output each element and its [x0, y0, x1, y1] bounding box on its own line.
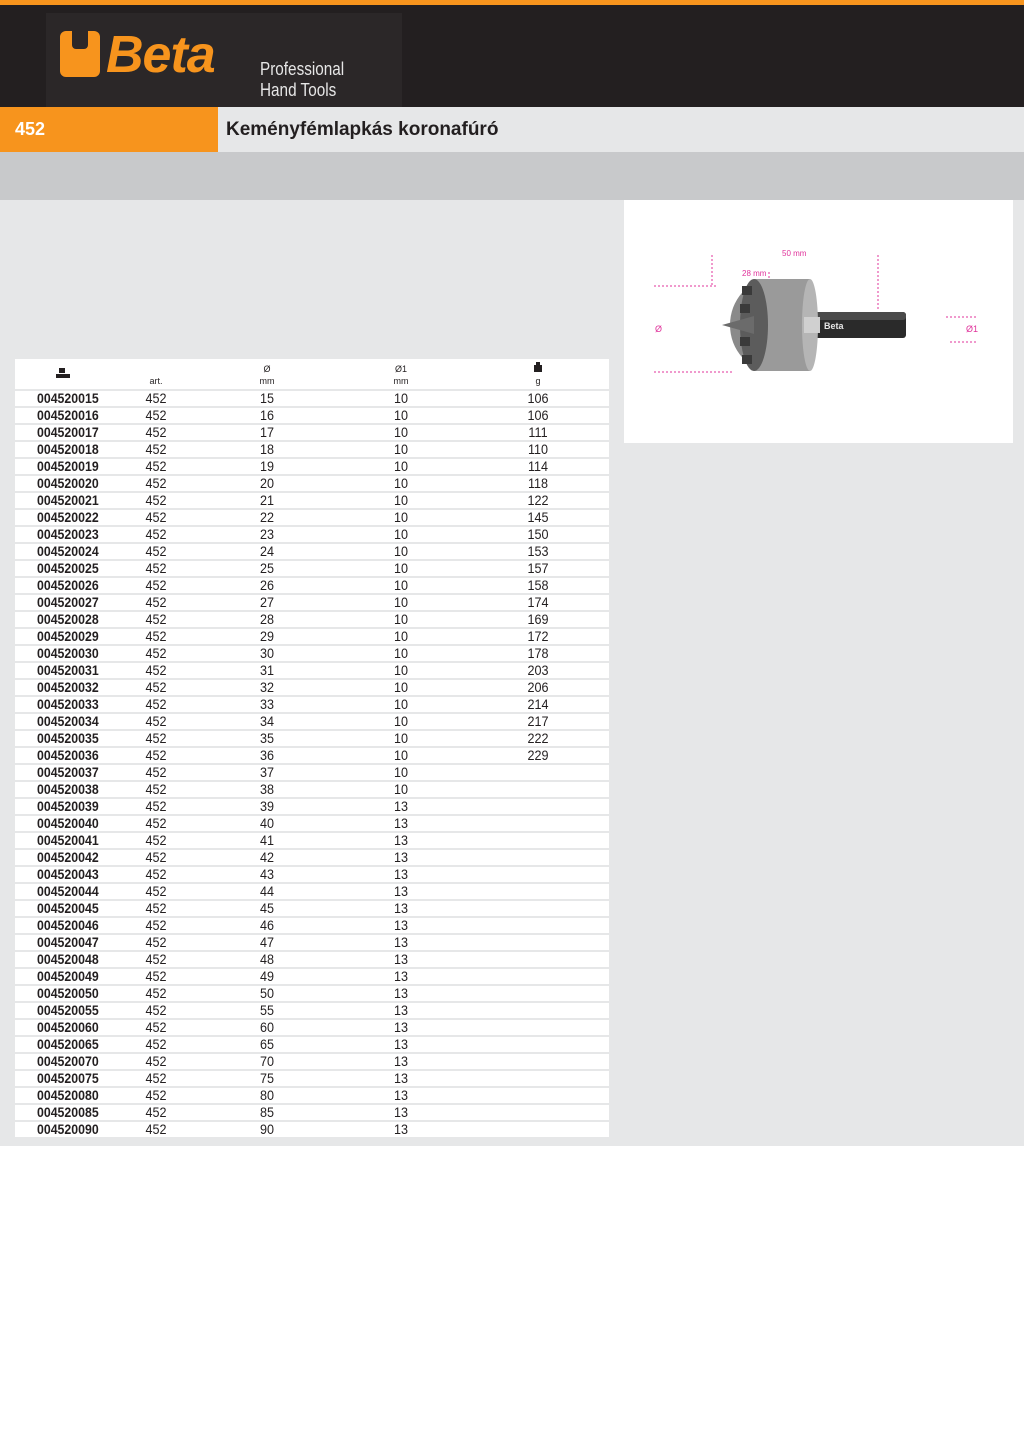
table-row — [15, 1054, 609, 1069]
cell-code: 004520045 — [37, 900, 99, 916]
cell-diameter: 44 — [259, 883, 275, 899]
cell-weight: 114 — [527, 458, 549, 474]
table-row — [15, 731, 609, 746]
cell-diameter: 34 — [259, 713, 275, 729]
table-row — [15, 595, 609, 610]
table-row — [15, 765, 609, 780]
cell-art: 452 — [145, 390, 167, 406]
cell-diameter1: 10 — [393, 560, 409, 576]
table-row — [15, 1071, 609, 1086]
hole-saw-diagram — [624, 200, 1013, 443]
cell-code: 004520037 — [37, 764, 99, 780]
cell-weight: 172 — [527, 628, 549, 644]
table-row — [15, 663, 609, 678]
cell-art: 452 — [145, 1019, 167, 1035]
table-row — [15, 1105, 609, 1120]
cell-diameter1: 13 — [393, 1019, 409, 1035]
table-row — [15, 748, 609, 763]
cell-art: 452 — [145, 883, 167, 899]
cell-diameter: 22 — [259, 509, 275, 525]
cell-code: 004520020 — [37, 475, 99, 491]
cell-diameter: 75 — [259, 1070, 275, 1086]
table-row — [15, 680, 609, 695]
table-row — [15, 901, 609, 916]
col-d-unit: mm — [259, 376, 275, 386]
cell-diameter1: 13 — [393, 1104, 409, 1120]
cell-weight: 110 — [527, 441, 549, 457]
cell-code: 004520032 — [37, 679, 99, 695]
cell-diameter1: 13 — [393, 951, 409, 967]
cell-diameter1: 10 — [393, 577, 409, 593]
cell-art: 452 — [145, 730, 167, 746]
cell-art: 452 — [145, 985, 167, 1001]
cell-diameter: 26 — [259, 577, 275, 593]
cell-diameter1: 13 — [393, 917, 409, 933]
col-weight-unit: g — [535, 376, 541, 386]
cell-diameter1: 13 — [393, 934, 409, 950]
cell-art: 452 — [145, 645, 167, 661]
table-row — [15, 935, 609, 950]
cell-diameter1: 10 — [393, 526, 409, 542]
brand-tagline: Professional Hand Tools — [260, 59, 345, 100]
cell-diameter: 32 — [259, 679, 275, 695]
cell-code: 004520038 — [37, 781, 99, 797]
cell-code: 004520039 — [37, 798, 99, 814]
brand-header — [0, 5, 1024, 107]
cell-diameter1: 10 — [393, 407, 409, 423]
cell-diameter1: 10 — [393, 492, 409, 508]
cell-diameter: 18 — [259, 441, 275, 457]
cell-code: 004520034 — [37, 713, 99, 729]
cell-art: 452 — [145, 475, 167, 491]
cell-diameter1: 13 — [393, 815, 409, 831]
cell-diameter: 35 — [259, 730, 275, 746]
table-row — [15, 476, 609, 491]
cell-weight: 145 — [527, 509, 549, 525]
cell-art: 452 — [145, 917, 167, 933]
cell-code: 004520070 — [37, 1053, 99, 1069]
cell-art: 452 — [145, 679, 167, 695]
cell-diameter1: 10 — [393, 424, 409, 440]
cell-art: 452 — [145, 526, 167, 542]
cell-diameter: 30 — [259, 645, 275, 661]
cell-art: 452 — [145, 747, 167, 763]
cell-art: 452 — [145, 713, 167, 729]
cell-diameter: 20 — [259, 475, 275, 491]
cell-diameter1: 13 — [393, 866, 409, 882]
cell-code: 004520044 — [37, 883, 99, 899]
diameter-label: Ø — [655, 324, 663, 334]
cell-code: 004520046 — [37, 917, 99, 933]
cell-code: 004520080 — [37, 1087, 99, 1103]
table-row — [15, 425, 609, 440]
cell-code: 004520048 — [37, 951, 99, 967]
cell-diameter1: 10 — [393, 662, 409, 678]
cell-diameter1: 10 — [393, 611, 409, 627]
dim-total-label: 50 mm — [782, 249, 807, 258]
cell-diameter1: 10 — [393, 764, 409, 780]
cell-weight: 206 — [527, 679, 549, 695]
cell-diameter1: 13 — [393, 968, 409, 984]
cell-weight: 214 — [527, 696, 549, 712]
cell-art: 452 — [145, 968, 167, 984]
cell-diameter1: 10 — [393, 730, 409, 746]
product-title: Keményfémlapkás koronafúró — [226, 119, 499, 140]
cell-weight: 106 — [527, 407, 549, 423]
cell-art: 452 — [145, 492, 167, 508]
spec-table — [15, 359, 609, 1137]
weight-icon — [531, 362, 545, 375]
cell-weight: 150 — [527, 526, 549, 542]
wrench-logo-icon — [60, 31, 100, 77]
cell-code: 004520023 — [37, 526, 99, 542]
cell-diameter: 41 — [259, 832, 275, 848]
cell-diameter1: 10 — [393, 475, 409, 491]
cell-code: 004520018 — [37, 441, 99, 457]
cell-code: 004520033 — [37, 696, 99, 712]
table-row — [15, 459, 609, 474]
cell-art: 452 — [145, 696, 167, 712]
cell-code: 004520019 — [37, 458, 99, 474]
cell-diameter1: 13 — [393, 985, 409, 1001]
cell-diameter: 27 — [259, 594, 275, 610]
cell-weight: 153 — [527, 543, 549, 559]
cell-diameter: 23 — [259, 526, 275, 542]
cell-art: 452 — [145, 764, 167, 780]
table-row — [15, 782, 609, 797]
cell-code: 004520041 — [37, 832, 99, 848]
table-row — [15, 1088, 609, 1103]
cell-code: 004520026 — [37, 577, 99, 593]
cell-art: 452 — [145, 1036, 167, 1052]
cell-diameter: 55 — [259, 1002, 275, 1018]
cell-art: 452 — [145, 424, 167, 440]
cell-diameter: 36 — [259, 747, 275, 763]
cell-diameter: 70 — [259, 1053, 275, 1069]
cell-code: 004520016 — [37, 407, 99, 423]
cell-diameter: 60 — [259, 1019, 275, 1035]
cell-diameter: 38 — [259, 781, 275, 797]
cell-art: 452 — [145, 832, 167, 848]
cell-weight: 217 — [527, 713, 549, 729]
cell-weight: 111 — [528, 424, 548, 440]
cell-art: 452 — [145, 1121, 167, 1137]
cell-diameter: 24 — [259, 543, 275, 559]
cell-diameter: 33 — [259, 696, 275, 712]
cell-diameter1: 13 — [393, 1002, 409, 1018]
cell-code: 004520060 — [37, 1019, 99, 1035]
table-row — [15, 952, 609, 967]
table-row — [15, 714, 609, 729]
cell-weight: 169 — [527, 611, 549, 627]
cell-code: 004520021 — [37, 492, 99, 508]
cell-art: 452 — [145, 1053, 167, 1069]
cell-diameter: 46 — [259, 917, 275, 933]
cell-code: 004520035 — [37, 730, 99, 746]
cell-weight: 178 — [527, 645, 549, 661]
cell-diameter: 50 — [259, 985, 275, 1001]
cell-art: 452 — [145, 577, 167, 593]
cell-weight: 106 — [527, 390, 549, 406]
cell-code: 004520042 — [37, 849, 99, 865]
cell-diameter1: 13 — [393, 1121, 409, 1137]
table-row — [15, 493, 609, 508]
cell-art: 452 — [145, 594, 167, 610]
table-row — [15, 697, 609, 712]
cell-art: 452 — [145, 1087, 167, 1103]
cell-weight: 174 — [527, 594, 549, 610]
cell-weight: 122 — [527, 492, 549, 508]
cell-diameter1: 13 — [393, 849, 409, 865]
cell-diameter: 37 — [259, 764, 275, 780]
col-d: Ø — [263, 364, 271, 374]
table-row — [15, 408, 609, 423]
table-row — [15, 646, 609, 661]
cell-art: 452 — [145, 1002, 167, 1018]
cell-code: 004520022 — [37, 509, 99, 525]
cell-weight: 158 — [527, 577, 549, 593]
cell-diameter1: 13 — [393, 1087, 409, 1103]
cell-diameter1: 10 — [393, 645, 409, 661]
cell-art: 452 — [145, 628, 167, 644]
table-row — [15, 1037, 609, 1052]
cell-diameter: 16 — [259, 407, 275, 423]
cell-code: 004520036 — [37, 747, 99, 763]
cell-code: 004520055 — [37, 1002, 99, 1018]
cell-diameter: 25 — [259, 560, 275, 576]
table-row — [15, 1122, 609, 1137]
cell-art: 452 — [145, 934, 167, 950]
cell-code: 004520090 — [37, 1121, 99, 1137]
cell-diameter1: 10 — [393, 509, 409, 525]
cell-code: 004520024 — [37, 543, 99, 559]
code-icon — [53, 367, 73, 382]
cell-diameter1: 10 — [393, 747, 409, 763]
cell-code: 004520075 — [37, 1070, 99, 1086]
cell-diameter1: 10 — [393, 594, 409, 610]
shank-logo: Beta — [824, 321, 844, 331]
table-row — [15, 561, 609, 576]
cell-code: 004520027 — [37, 594, 99, 610]
cell-diameter1: 10 — [393, 458, 409, 474]
cell-art: 452 — [145, 662, 167, 678]
cell-diameter1: 13 — [393, 832, 409, 848]
cell-diameter1: 10 — [393, 543, 409, 559]
cell-code: 004520017 — [37, 424, 99, 440]
table-row — [15, 612, 609, 627]
cell-weight: 229 — [527, 747, 549, 763]
brand-name: Beta — [106, 26, 215, 84]
cell-diameter: 42 — [259, 849, 275, 865]
cell-code: 004520050 — [37, 985, 99, 1001]
table-row — [15, 544, 609, 559]
cell-code: 004520043 — [37, 866, 99, 882]
table-row — [15, 442, 609, 457]
table-row — [15, 986, 609, 1001]
cell-diameter: 40 — [259, 815, 275, 831]
cell-diameter1: 13 — [393, 900, 409, 916]
cell-diameter1: 10 — [393, 628, 409, 644]
cell-diameter: 49 — [259, 968, 275, 984]
col-art: art. — [149, 376, 163, 386]
cell-diameter1: 10 — [393, 713, 409, 729]
cell-code: 004520029 — [37, 628, 99, 644]
cell-art: 452 — [145, 900, 167, 916]
cell-code: 004520030 — [37, 645, 99, 661]
cell-diameter: 39 — [259, 798, 275, 814]
cell-diameter: 47 — [259, 934, 275, 950]
cell-weight: 118 — [527, 475, 549, 491]
cell-code: 004520031 — [37, 662, 99, 678]
table-row — [15, 799, 609, 814]
cell-code: 004520028 — [37, 611, 99, 627]
cell-art: 452 — [145, 560, 167, 576]
col-d1-unit: mm — [393, 376, 409, 386]
cell-diameter: 21 — [259, 492, 275, 508]
diameter1-label: Ø1 — [966, 324, 979, 334]
cell-diameter: 31 — [259, 662, 275, 678]
cell-diameter1: 13 — [393, 798, 409, 814]
cell-diameter: 29 — [259, 628, 275, 644]
cell-weight: 222 — [527, 730, 549, 746]
table-row — [15, 578, 609, 593]
table-row — [15, 391, 609, 406]
cell-art: 452 — [145, 1104, 167, 1120]
cell-art: 452 — [145, 509, 167, 525]
table-row — [15, 884, 609, 899]
cell-diameter: 15 — [259, 390, 275, 406]
dim-head-label: 28 mm — [742, 269, 767, 278]
cell-code: 004520085 — [37, 1104, 99, 1120]
cell-weight: 203 — [527, 662, 549, 678]
table-row — [15, 850, 609, 865]
cell-diameter: 17 — [259, 424, 275, 440]
table-header — [15, 359, 609, 389]
cell-diameter1: 13 — [393, 883, 409, 899]
cell-art: 452 — [145, 798, 167, 814]
cell-diameter: 48 — [259, 951, 275, 967]
cell-diameter: 28 — [259, 611, 275, 627]
cell-code: 004520040 — [37, 815, 99, 831]
cell-diameter: 19 — [259, 458, 275, 474]
cell-code: 004520047 — [37, 934, 99, 950]
cell-diameter1: 10 — [393, 696, 409, 712]
table-row — [15, 969, 609, 984]
cell-code: 004520065 — [37, 1036, 99, 1052]
cell-art: 452 — [145, 611, 167, 627]
product-image-panel — [624, 200, 1013, 443]
cell-diameter1: 10 — [393, 781, 409, 797]
cell-weight: 157 — [527, 560, 549, 576]
cell-art: 452 — [145, 781, 167, 797]
table-row — [15, 867, 609, 882]
cell-art: 452 — [145, 407, 167, 423]
cell-art: 452 — [145, 441, 167, 457]
section-band — [0, 152, 1024, 200]
cell-diameter: 85 — [259, 1104, 275, 1120]
product-title-box — [218, 107, 1024, 152]
cell-art: 452 — [145, 951, 167, 967]
cell-art: 452 — [145, 849, 167, 865]
cell-diameter: 65 — [259, 1036, 275, 1052]
cell-diameter1: 13 — [393, 1070, 409, 1086]
cell-art: 452 — [145, 866, 167, 882]
cell-diameter: 90 — [259, 1121, 275, 1137]
cell-diameter: 80 — [259, 1087, 275, 1103]
cell-diameter1: 10 — [393, 390, 409, 406]
cell-diameter1: 10 — [393, 441, 409, 457]
cell-diameter1: 13 — [393, 1036, 409, 1052]
table-row — [15, 833, 609, 848]
cell-code: 004520015 — [37, 390, 99, 406]
cell-code: 004520049 — [37, 968, 99, 984]
cell-art: 452 — [145, 815, 167, 831]
brand-logo — [46, 13, 402, 107]
table-row — [15, 510, 609, 525]
cell-diameter: 45 — [259, 900, 275, 916]
table-row — [15, 1020, 609, 1035]
product-code-box — [0, 107, 218, 152]
cell-diameter1: 10 — [393, 679, 409, 695]
cell-art: 452 — [145, 543, 167, 559]
cell-diameter1: 13 — [393, 1053, 409, 1069]
table-row — [15, 1003, 609, 1018]
cell-art: 452 — [145, 1070, 167, 1086]
table-body — [15, 391, 609, 1137]
cell-art: 452 — [145, 458, 167, 474]
table-row — [15, 527, 609, 542]
cell-diameter: 43 — [259, 866, 275, 882]
table-row — [15, 629, 609, 644]
table-row — [15, 816, 609, 831]
col-d1: Ø1 — [394, 364, 407, 374]
product-code: 452 — [15, 119, 46, 139]
table-row — [15, 918, 609, 933]
cell-code: 004520025 — [37, 560, 99, 576]
